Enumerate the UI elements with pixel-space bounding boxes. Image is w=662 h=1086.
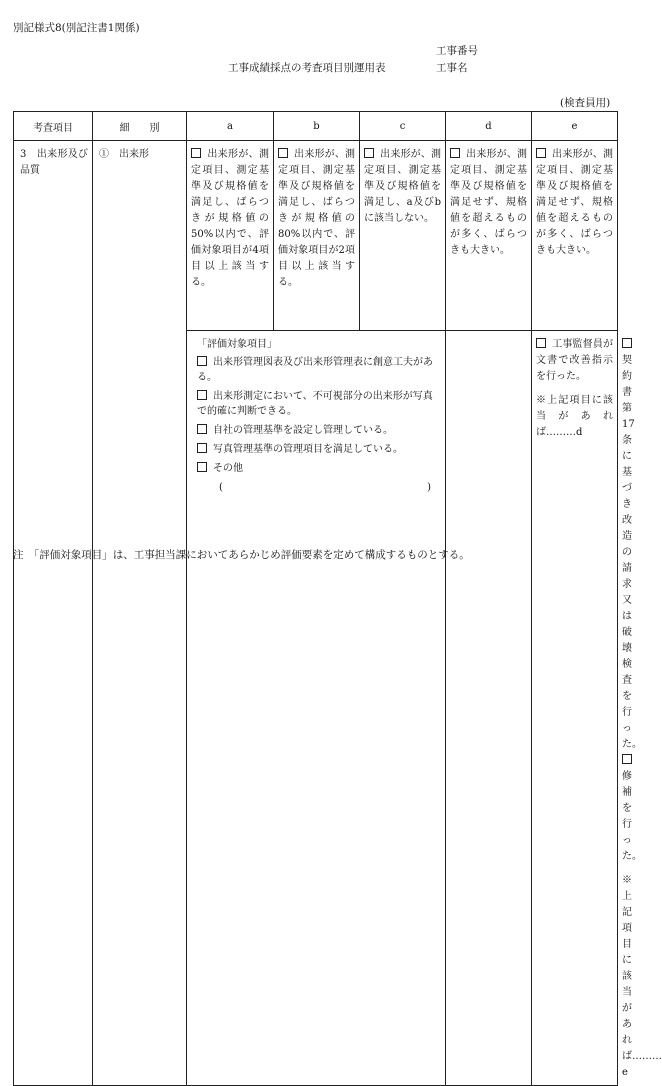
criteria-item: 自社の管理基準を設定し管理している。: [197, 423, 437, 438]
grade-row: [14, 141, 618, 331]
checkbox-c[interactable]: [364, 148, 374, 158]
checkbox-a[interactable]: [191, 148, 201, 158]
header-b: b: [274, 112, 360, 141]
criteria-row: 「評価対象項目」 出来形管理図表及び出来形管理表に創意工夫がある。 出来形測定において、不可視部分の出来形が写真で的確に判断できる。 自社の管理基準を設定し管理している。 写真管理基準の管理項目を満足している。 その他 ( ) 工事監督員が文書で改善指示を行った。 ※上記項目に該当があれば………d 契約書第17条に基づき改造の請求又は破壊検査を行った。 修補を行った。 ※上記項目に該当があれば………e: [14, 331, 618, 1086]
project-name-label: 工事名: [436, 62, 468, 74]
d-condition-checkbox[interactable]: [536, 338, 546, 348]
criteria-item-other: その他: [197, 461, 437, 476]
item-text: 3 出来形及び品質: [20, 149, 88, 176]
criteria-cell: [187, 331, 446, 1086]
form-label: 別記様式8(別記注書1関係): [13, 22, 140, 34]
criteria-checkbox[interactable]: [197, 356, 207, 366]
grade-d-text: 出来形が、測定項目、測定基準及び規格値を満足せず、規格値を超えるものが多く、ばらつきも大きい。: [450, 149, 527, 256]
criteria-checkbox[interactable]: [197, 390, 207, 400]
subitem-cell: [93, 141, 187, 1086]
header-c: c: [360, 112, 446, 141]
criteria-item: 出来形管理図表及び出来形管理表に創意工夫がある。: [197, 357, 433, 383]
item-cell: [14, 141, 93, 1086]
header-row: [14, 112, 618, 141]
grade-a-text: 出来形が、測定項目、測定基準及び規格値を満足し、ばらつきが規格値の50%以内で、評価対象項目が4項目以上該当する。: [191, 149, 269, 288]
criteria-item: 出来形測定において、不可視部分の出来形が写真で的確に判断できる。: [197, 391, 433, 417]
criteria-item: 写真管理基準の管理項目を満足している。: [197, 442, 437, 457]
e-condition-checkbox-1[interactable]: [622, 338, 632, 348]
criteria-title: 「評価対象項目」: [197, 339, 277, 350]
header-d: d: [446, 112, 532, 141]
grade-c-text: 出来形が、測定項目、測定基準及び規格値を満足し、a及びbに該当しない。: [364, 149, 441, 224]
grade-c-cell: [360, 141, 446, 331]
header-item: 考査項目: [14, 112, 93, 141]
grade-e-text: 出来形が、測定項目、測定基準及び規格値を満足せず、規格値を超えるものが多く、ばらつきも大きい。: [536, 149, 613, 256]
criteria-checkbox[interactable]: [197, 462, 207, 472]
grade-b-cell: [274, 141, 360, 331]
grade-d-cell: [446, 141, 532, 331]
e-condition-text-2: 修補を行った。: [622, 771, 642, 862]
d-condition-cell: [532, 331, 618, 1086]
e-condition-text-1: 契約書第17条に基づき改造の請求又は破壊検査を行った。: [622, 355, 642, 750]
footnote: 注 「評価対象項目」は、工事担当課においてあらかじめ評価要素を定めて構成するものとする。: [13, 549, 470, 561]
header-subitem: 細 別: [93, 112, 187, 141]
project-number-label: 工事番号: [436, 45, 478, 57]
d-condition-text: 工事監督員が文書で改善指示を行った。: [536, 339, 613, 382]
evaluation-table: [13, 111, 662, 1086]
criteria-checkbox[interactable]: [197, 443, 207, 453]
checkbox-b[interactable]: [278, 148, 288, 158]
checkbox-e[interactable]: [536, 148, 546, 158]
checkbox-d[interactable]: [450, 148, 460, 158]
unused-cell: [446, 331, 532, 1086]
document-title: 工事成績採点の考査項目別運用表: [228, 62, 386, 74]
grade-e-cell: [532, 141, 618, 331]
subitem-text: ① 出来形: [99, 149, 149, 160]
grade-b-text: 出来形が、測定項目、測定基準及び規格値を満足し、ばらつきが規格値の80%以内で、評価対象項目が2項目以上該当する。: [278, 149, 355, 288]
other-input-paren[interactable]: ( ): [219, 482, 431, 493]
inspector-use-label: (検査員用): [560, 97, 611, 109]
criteria-checkbox[interactable]: [197, 424, 207, 434]
d-note: ※上記項目に該当があれば………d: [536, 395, 613, 438]
e-condition-checkbox-2[interactable]: [622, 754, 632, 764]
header-a: a: [187, 112, 274, 141]
grade-a-cell: [187, 141, 274, 331]
header-e: e: [532, 112, 618, 141]
